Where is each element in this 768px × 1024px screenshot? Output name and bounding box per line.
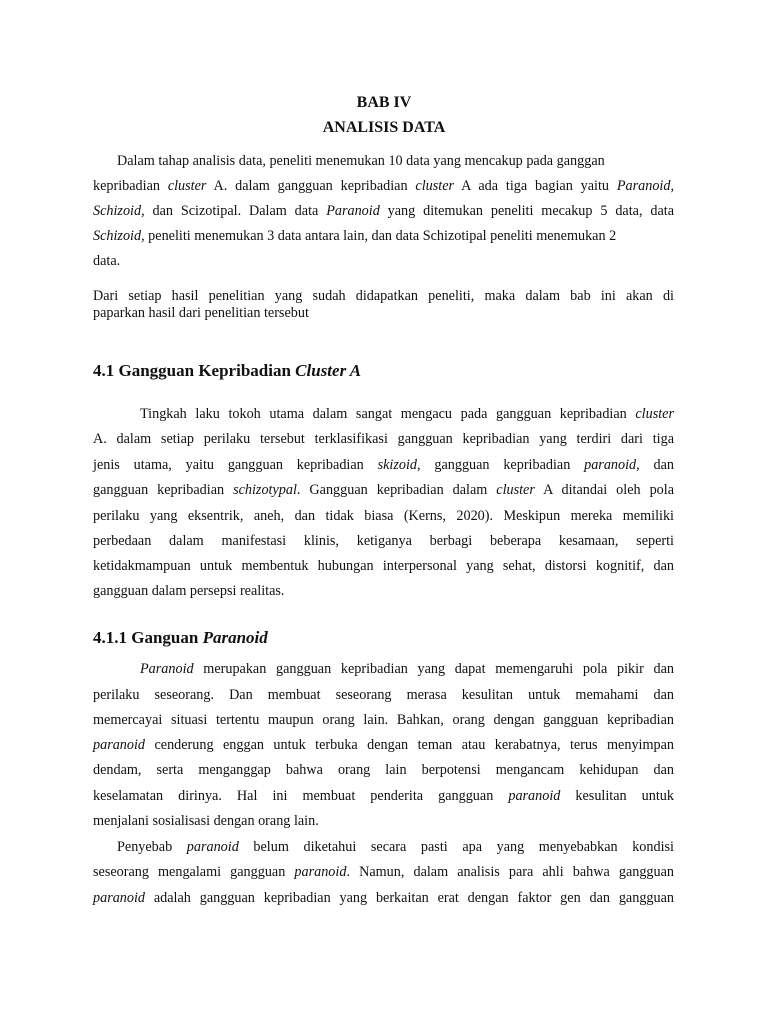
s41-line-6: perbedaan dalam manifestasi klinis, ketiganya berbagi beberapa kesamaan, seperti xyxy=(93,533,674,549)
summary-line-1: Dari setiap hasil penelitian yang sudah didapatkan peneliti, maka dalam bab ini akan di xyxy=(93,288,674,304)
s41-line-3: jenis utama, yaitu gangguan kepribadian skizoid, gangguan kepribadian paranoid, dan xyxy=(93,457,674,473)
s41-line-8: gangguan dalam persepsi realitas. xyxy=(93,583,285,599)
intro-line-2: kepribadian cluster A. dalam gangguan kepribadian cluster A ada tiga bagian yaitu Paranoid, xyxy=(93,178,675,194)
section-heading-4-1-1: 4.1.1 Ganguan Paranoid xyxy=(93,628,268,647)
s411-line-2: perilaku seseorang. Dan membuat seseorang merasa kesulitan untuk memahami dan xyxy=(93,687,674,703)
s411-line-4: paranoid cenderung enggan untuk terbuka dengan teman atau kerabatnya, terus menyimpan xyxy=(93,737,674,753)
s41-line-5: perilaku yang eksentrik, aneh, dan tidak biasa (Kerns, 2020). Meskipun mereka memiliki xyxy=(93,508,674,524)
s41-line-4: gangguan kepribadian schizotypal. Gangguan kepribadian dalam cluster A ditandai oleh pola xyxy=(93,482,674,498)
s411-line-1: Paranoid merupakan gangguan kepribadian yang dapat memengaruhi pola pikir dan xyxy=(140,661,674,677)
s411-line-3: memercayai situasi tertentu maupun orang lain. Bahkan, orang dengan gangguan kepribadian xyxy=(93,712,674,728)
intro-line-1: Dalam tahap analisis data, peneliti menemukan 10 data yang mencakup pada ganggan xyxy=(117,153,605,169)
s411-line-8: Penyebab paranoid belum diketahui secara pasti apa yang menyebabkan kondisi xyxy=(117,839,674,855)
s41-line-1: Tingkah laku tokoh utama dalam sangat mengacu pada gangguan kepribadian cluster xyxy=(140,406,674,422)
intro-line-4: Schizoid, peneliti menemukan 3 data antara lain, dan data Schizotipal peneliti menemukan 2 xyxy=(93,228,617,244)
chapter-title: ANALISIS DATA xyxy=(322,119,446,136)
intro-line-3: Schizoid, dan Scizotipal. Dalam data Paranoid yang ditemukan peneliti mecakup 5 data, data xyxy=(93,203,674,219)
s411-line-7: menjalani sosialisasi dengan orang lain. xyxy=(93,813,319,829)
s411-line-5: dendam, serta menganggap bahwa orang lain berpotensi mengancam kehidupan dan xyxy=(93,762,674,778)
chapter-number: BAB IV xyxy=(356,94,412,111)
summary-line-2: paparkan hasil dari penelitian tersebut xyxy=(93,305,309,321)
section-heading-4-1: 4.1 Gangguan Kepribadian Cluster A xyxy=(93,361,362,380)
s411-line-9: seseorang mengalami gangguan paranoid. Namun, dalam analisis para ahli bahwa gangguan xyxy=(93,864,675,880)
s41-line-2: A. dalam setiap perilaku tersebut terklasifikasi gangguan kepribadian yang terdiri dari tiga xyxy=(93,431,674,447)
intro-line-5: data. xyxy=(93,253,121,269)
s41-line-7: ketidakmampuan untuk membentuk hubungan interpersonal yang sehat, distorsi kognitif, dan xyxy=(93,558,674,574)
s411-line-10: paranoid adalah gangguan kepribadian yang berkaitan erat dengan faktor gen dan gangguan xyxy=(93,890,674,906)
s411-line-6: keselamatan dirinya. Hal ini membuat penderita gangguan paranoid kesulitan untuk xyxy=(93,788,674,804)
